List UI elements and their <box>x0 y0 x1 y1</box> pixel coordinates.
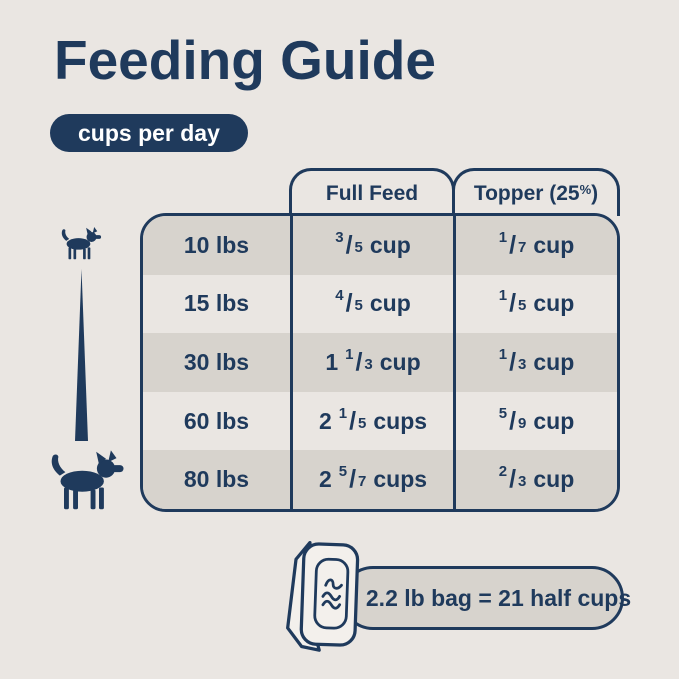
full-feed-cell: 4 / 5 cup <box>290 275 453 334</box>
weight-cell: 30 lbs <box>183 348 250 375</box>
feeding-table <box>140 213 620 512</box>
full-feed-cell: 3 / 5 cup <box>290 216 453 275</box>
dog-food-bag-icon <box>280 537 364 653</box>
table-row <box>143 333 617 392</box>
large-dog-icon <box>41 449 129 512</box>
table-row <box>143 392 617 451</box>
column-header-full-feed <box>289 168 455 216</box>
column-header-topper <box>452 168 620 216</box>
page-title: Feeding Guide <box>54 29 436 91</box>
bag-note-text: 2.2 lb bag = 21 half cups <box>365 584 632 611</box>
full-feed-cell: 1 1 / 3 cup <box>290 333 453 392</box>
topper-cell: 1 / 3 cup <box>453 333 617 392</box>
topper-label: Topper (25%) <box>473 181 599 205</box>
cups-per-day-badge <box>50 114 248 152</box>
weight-cell: 60 lbs <box>183 407 250 434</box>
badge-label: cups per day <box>78 119 220 146</box>
full-feed-label: Full Feed <box>325 181 419 205</box>
table-row <box>143 216 617 275</box>
table-row <box>143 275 617 334</box>
topper-cell: 5 / 9 cup <box>453 392 617 451</box>
weight-cell: 10 lbs <box>183 231 250 258</box>
full-feed-cell: 2 1 / 5 cups <box>290 392 453 451</box>
weight-cell: 15 lbs <box>183 290 250 317</box>
size-scale-wedge <box>75 269 88 441</box>
small-dog-icon <box>57 226 103 261</box>
topper-cell: 1 / 7 cup <box>453 216 617 275</box>
bag-note-pill <box>341 566 632 630</box>
full-feed-cell: 2 5 / 7 cups <box>290 450 453 509</box>
weight-cell: 80 lbs <box>183 466 250 493</box>
topper-cell: 1 / 5 cup <box>453 275 617 334</box>
topper-cell: 2 / 3 cup <box>453 450 617 509</box>
table-row <box>143 450 617 509</box>
